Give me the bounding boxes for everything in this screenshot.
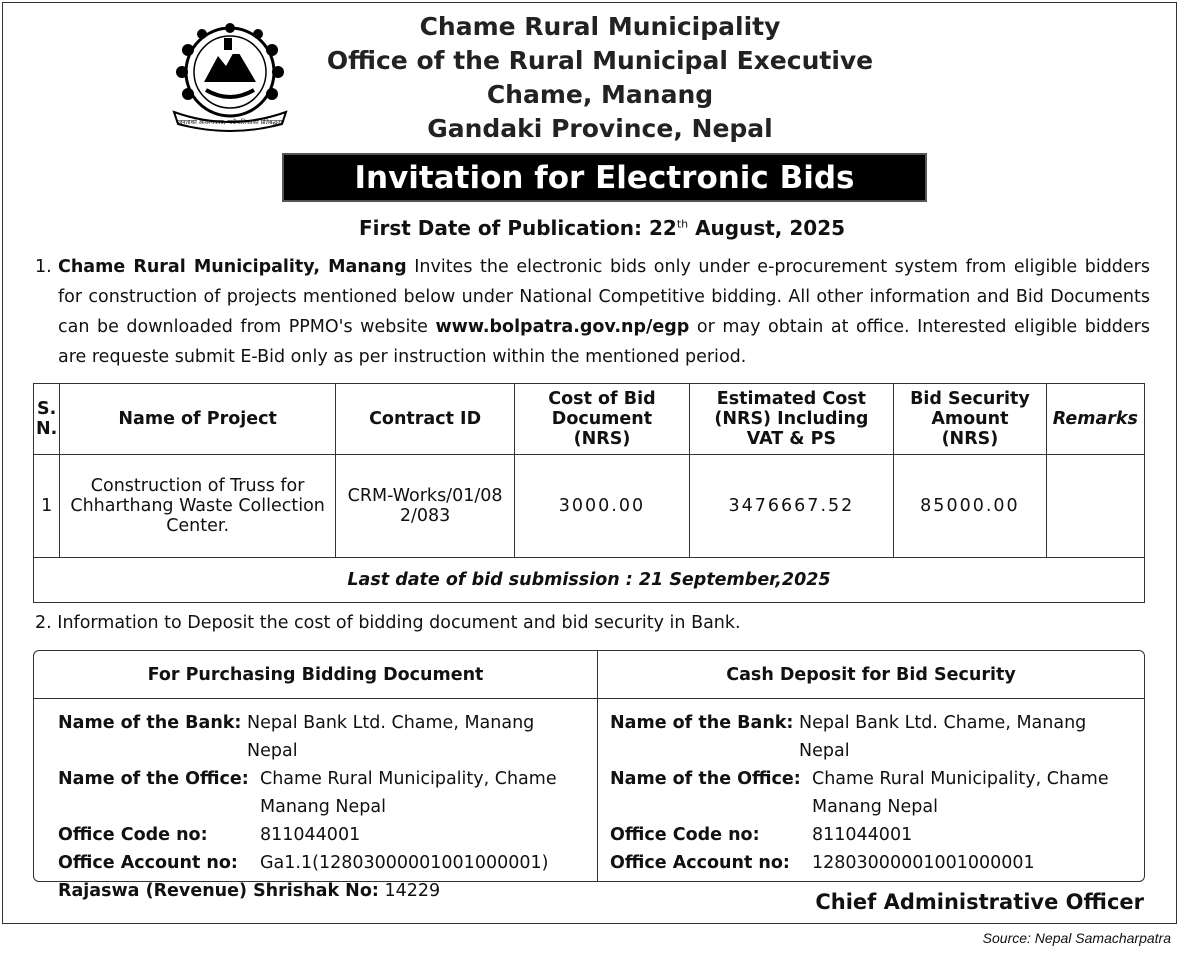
logo-caption: जनताको आवश्यकता, गाउँपालिकाको प्रतिबद्धता (177, 119, 283, 126)
paragraph-number: 1. (35, 257, 52, 277)
left-bank-details: Name of the Bank: Nepal Bank Ltd. Chame, Manang Nepal Name of the Office: Chame Rural Municipality, Chame Manang Nepal Office Code no: 811044001 Office Account no: Ga1.1(12803000001001000001) Rajaswa (Revenue) Shrishak No: 14229 (58, 713, 557, 901)
publication-date: First Date of Publication: 22th August, 2025 (358, 216, 846, 240)
cell-cost: 3000.00 (515, 455, 689, 558)
cell-bid-security: 85000.00 (894, 455, 1047, 558)
header-cost-bid-document: Cost of Bid Document (NRS) (515, 384, 689, 455)
paragraph-lead: Chame Rural Municipality, Manang (58, 257, 407, 277)
header-remarks: Remarks (1046, 384, 1144, 455)
source-credit: Source: Nepal Samacharpatra (982, 930, 1171, 946)
header-municipality: Chame Rural Municipality (419, 12, 781, 41)
website-link[interactable]: www.bolpatra.gov.np/egp (435, 317, 690, 337)
cell-estimated-cost: 3476667.52 (689, 455, 893, 558)
header-province: Gandaki Province, Nepal (427, 114, 773, 143)
bank-column-divider (597, 651, 598, 882)
header-location: Chame, Manang (486, 80, 714, 109)
last-date-row (34, 558, 1145, 603)
section-2: 2. Information to Deposit the cost of bidding document and bid security in Bank. (35, 613, 741, 633)
invitation-paragraph: 1. Chame Rural Municipality, Manang Invites the electronic bids only under e-procurement system from eligible bidders for construction of projects mentioned below under National Competitive bidding. All other information and Bid Documents can be downloaded from PPMO's website www.bolpatra.gov.np/egp or may obtain at office. Interested eligible bidders are requeste submit E-Bid only as per instruction within the mentioned period. (35, 252, 1150, 372)
header-project-name: Name of Project (60, 384, 336, 455)
right-bank-heading: Cash Deposit for Bid Security (726, 664, 1016, 685)
signature-title: Chief Administrative Officer (815, 890, 1144, 914)
header-sn: S. N. (34, 384, 60, 455)
cell-contract-id: CRM-Works/01/082/083 (335, 455, 514, 558)
cell-sn: 1 (34, 455, 60, 558)
right-bank-details: Name of the Bank: Nepal Bank Ltd. Chame, Manang Nepal Name of the Office: Chame Rural Municipality, Chame Manang Nepal Office Code no: 811044001 Office Account no: 12803000001001000001 (610, 713, 1109, 873)
bank-info-box (33, 650, 1145, 901)
title-banner: Invitation for Electronic Bids (282, 153, 927, 202)
header-contract-id: Contract ID (335, 384, 514, 455)
last-date-submission: Last date of bid submission : 21 September,2025 (34, 558, 1145, 603)
header-bid-security: Bid Security Amount (NRS) (894, 384, 1047, 455)
bids-table (33, 383, 1145, 603)
cell-project-name: Construction of Truss for Chharthang Waste Collection Center. (60, 455, 336, 558)
bank-header-divider (34, 698, 1144, 699)
cell-remarks (1046, 455, 1144, 558)
table-row (34, 455, 1145, 558)
left-bank-heading: For Purchasing Bidding Document (147, 664, 484, 685)
header-office: Office of the Rural Municipal Executive (326, 46, 874, 75)
header-estimated-cost: Estimated Cost (NRS) Including VAT & PS (689, 384, 893, 455)
table-header-row (34, 384, 1145, 455)
